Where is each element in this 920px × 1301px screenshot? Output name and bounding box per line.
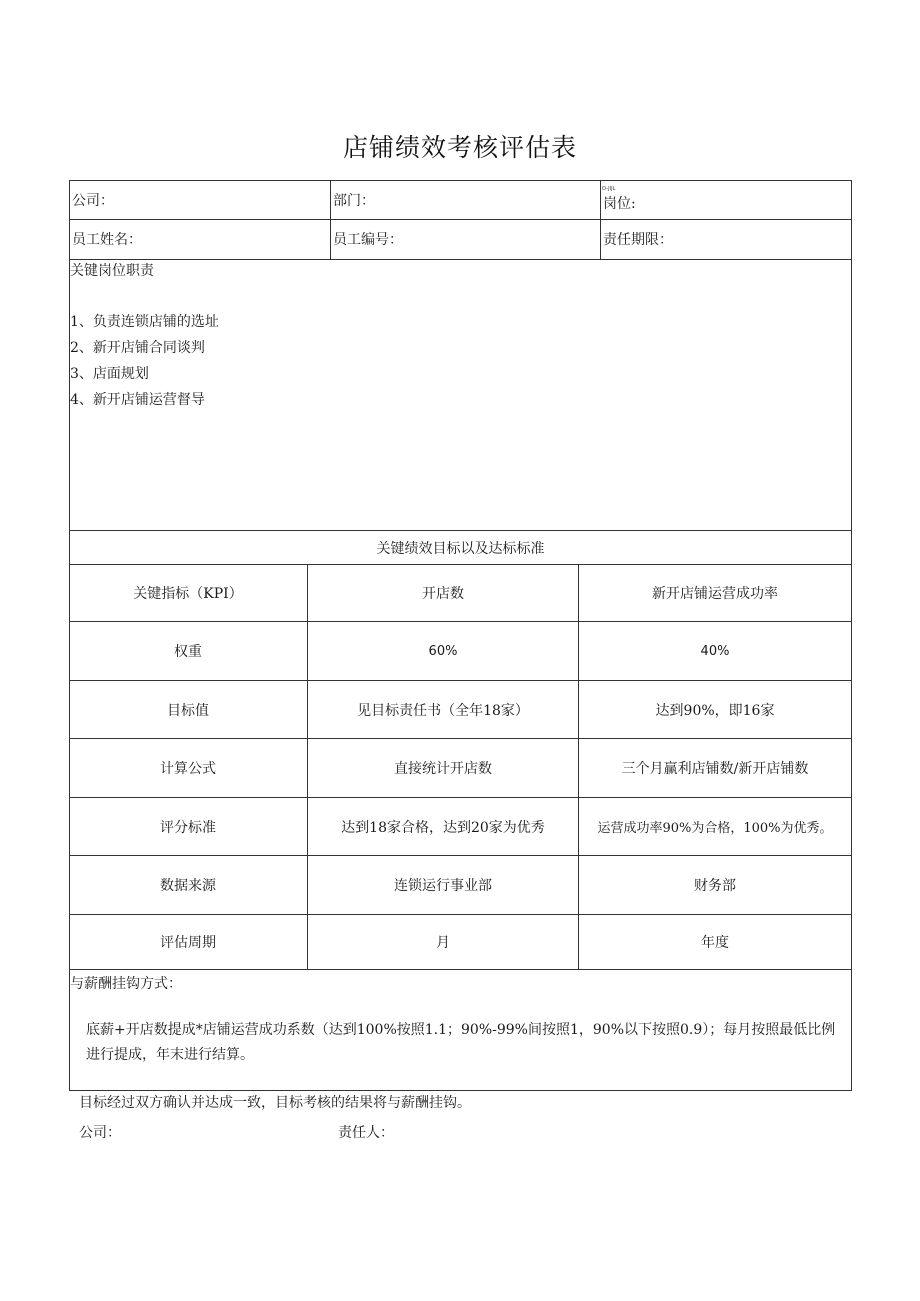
responsibility-period-label: 责任期限： (603, 232, 673, 248)
salary-heading: 与薪酬挂钩方式： (70, 976, 182, 992)
kpi-cell: 40% (700, 643, 730, 659)
kpi-cell: 达到90%，即16家 (655, 702, 775, 719)
column-divider (330, 180, 331, 260)
duty-item: 2、新开店铺合同谈判 (70, 340, 205, 356)
kpi-row-label: 数据来源 (160, 878, 216, 894)
company-label: 公司： (72, 193, 114, 209)
employee-name-label: 员工姓名： (72, 232, 142, 248)
position-label: 岗位: (603, 196, 636, 212)
kpi-cell: 月 (436, 935, 450, 951)
agreement-note: 目标经过双方确认并达成一致，目标考核的结果将与薪酬挂钩。 (79, 1095, 471, 1111)
evaluation-form (69, 180, 852, 1091)
position-small-note: O-JIJL (602, 186, 616, 192)
kpi-row-label: 计算公式 (160, 761, 216, 777)
kpi-row-label: 评分标准 (160, 819, 216, 836)
table-border-top (69, 180, 852, 181)
table-border-bottom (69, 1090, 852, 1091)
footer-responsible-label: 责任人： (338, 1125, 394, 1141)
duty-item: 3、店面规划 (70, 366, 149, 382)
kpi-cell: 新开店铺运营成功率 (652, 586, 778, 602)
kpi-cell: 年度 (701, 935, 729, 951)
kpi-row-label: 目标值 (167, 702, 209, 719)
row-divider (69, 259, 852, 260)
table-border-right (851, 180, 852, 1091)
column-divider (600, 180, 601, 260)
duty-item: 1、负责连锁店铺的选址 (70, 314, 219, 330)
kpi-row-label: 权重 (174, 644, 202, 660)
salary-description: 底薪+开店数提成*店铺运营成功系数（达到100%按照1.1；90%-99%间按照1，90%以下按照0.9）；每月按照最低比例进行提成，年末进行结算。 (86, 1022, 836, 1063)
footer-company-label: 公司： (79, 1125, 121, 1141)
kpi-row-label: 评估周期 (160, 935, 216, 951)
kpi-cell: 达到18家合格，达到20家为优秀 (341, 819, 545, 836)
kpi-cell: 连锁运行事业部 (394, 878, 492, 894)
duty-item: 4、新开店铺运营督导 (70, 392, 205, 408)
kpi-cell: 三个月赢利店铺数/新开店铺数 (621, 761, 809, 777)
kpi-cell: 开店数 (422, 586, 464, 602)
kpi-cell: 财务部 (694, 878, 736, 894)
kpi-cell: 运营成功率90%为合格，100%为优秀。 (597, 821, 833, 836)
kpi-row-label: 关键指标（KPI） (133, 586, 243, 602)
page-title: 店铺绩效考核评估表 (342, 133, 577, 162)
kpi-cell: 见目标责任书（全年18家） (357, 702, 529, 719)
kpi-section-title: 关键绩效目标以及达标标准 (376, 540, 545, 557)
department-label: 部门： (333, 193, 375, 209)
kpi-cell: 直接统计开店数 (394, 761, 492, 777)
duties-heading: 关键岗位职责 (70, 263, 154, 279)
kpi-cell: 60% (428, 643, 458, 659)
row-divider (69, 969, 852, 970)
row-divider (69, 219, 852, 220)
employee-id-label: 员工编号： (333, 232, 403, 248)
